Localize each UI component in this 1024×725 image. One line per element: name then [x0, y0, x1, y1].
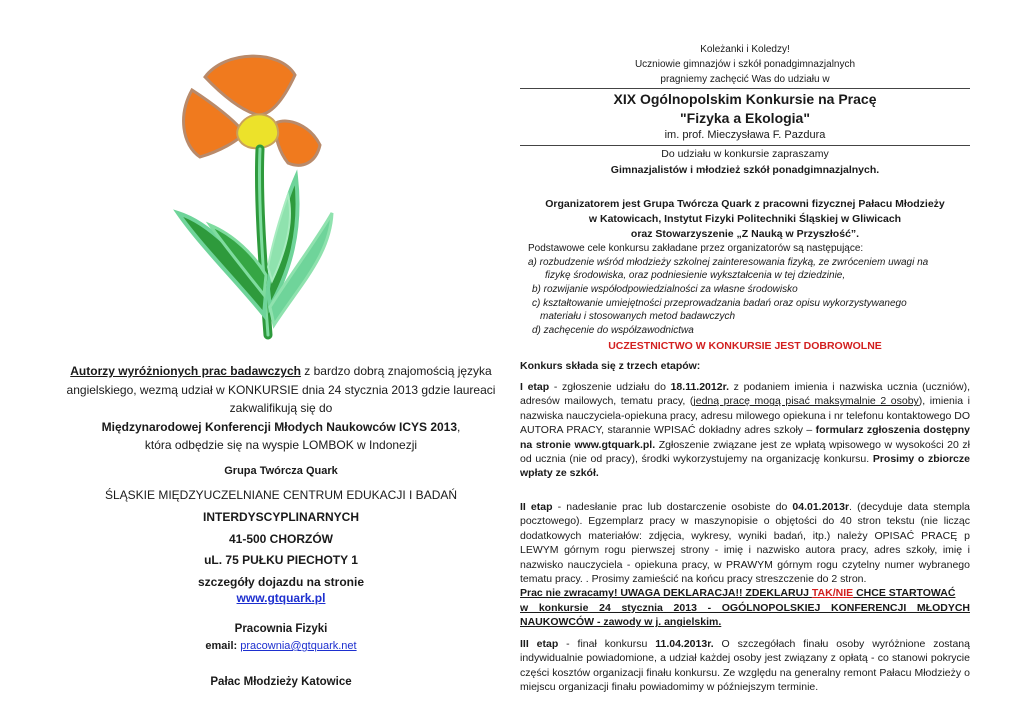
goal-b: b) rozwijanie współodpowiedzialności za własne środowisko	[532, 284, 798, 295]
header-rule-top	[520, 88, 970, 89]
stage-2-label: II etap	[520, 501, 553, 513]
goal-d: d) zachęcenie do współzawodnictwa	[532, 325, 694, 336]
participation-banner: UCZESTNICTWO W KONKURSIE JEST DOBROWOLNE	[608, 340, 882, 352]
organizers-line-1: Organizatorem jest Grupa Twórcza Quark z pracowni fizycznej Pałacu Młodzieży	[545, 198, 945, 210]
email-label: email:	[205, 640, 241, 652]
contest-title: XIX Ogólnopolskim Konkursie na Pracę	[613, 91, 877, 107]
stage-3-paragraph: III etap - finał konkursu 11.04.2013r. O szczegółach finału osoby wyróżnione zostaną indywidualnie powiadomione, a udział każdej osoby jest związany z opłatą - co stanowi pokrycie części kosztów organizacji finału konkursu. Ze względu na generalny remont Pałacu Młodzieży o miejscu organizacji finału powiadomimy w późniejszym terminie.	[520, 638, 970, 694]
authors-text: z bardzo dobrą znajomością języka angielskiego, wezmą udział w KONKURSIE dnia 24 stycznia 2013 gdzie laureaci zakwalifikują się do	[66, 364, 496, 415]
named-after: im. prof. Mieczysława F. Pazdura	[664, 129, 826, 141]
center-name-2: INTERDYSCYPLINARNYCH	[202, 510, 359, 524]
conference-name: Międzynarodowej Konferencji Młodych Naukowców ICYS 2013	[101, 419, 458, 434]
top-petal	[205, 56, 295, 115]
flower-logo	[170, 45, 340, 345]
stage-3-label: III etap	[520, 638, 559, 650]
stage-1-limit: jedną pracę mogą pisać maksymalnie 2 osoby	[693, 395, 919, 408]
goal-a-2: fizykę środowiska, oraz podniesienie wykształcenia w tej dziedzinie,	[545, 270, 846, 281]
invite-line-3: Gimnazjalistów i młodzież szkół ponadgimnazjalnych.	[610, 164, 880, 176]
goal-c-2: materiału i stosowanych metod badawczych	[540, 311, 736, 322]
center-name-1: ŚLĄSKIE MIĘDZYUCZELNIANE CENTRUM EDUKACJI I BADAŃ	[104, 488, 458, 502]
palace-name: Pałac Młodzieży Katowice	[210, 676, 352, 688]
website-link[interactable]: www.gtquark.pl	[236, 591, 326, 605]
greeting: Koleżanki i Koledzy!	[700, 44, 790, 55]
stages-intro: Konkurs składa się z trzech etapów:	[520, 360, 701, 372]
no-return-note: Prac nie zwracamy! UWAGA DEKLARACJA!! ZDEKLARUJ	[520, 587, 812, 600]
stage-1-paragraph: I etap - zgłoszenie udziału do 18.11.2012r. z podaniem imienia i nazwiska ucznia (uczniów), adresów mailowych, tematu pracy, (jedną pracę mogą pisać maksymalnie 2 osoby), imienia i nazwiska nauczyciela-opiekuna pracy, adresu milowego opiekuna i nr telefonu kontaktowego DO AUTORA PRACY, starannie WPISAĆ dokładny adres szkoły – formularz zgłoszenia dostępny na stronie www.gtquark.pl. Zgłoszenie związane jest ze wpłatą wpisowego w wysokości 20 zł od ucznia (nie od pracy), środki wykorzystujemy na organizację konkursu. Prosimy o zbiorcze wpłaty ze szkół.	[520, 381, 971, 480]
email-row	[50, 640, 512, 652]
group-name: Grupa Twórcza Quark	[224, 465, 338, 477]
email-link[interactable]: pracownia@gtquark.net	[240, 640, 357, 652]
stage-1-date: 18.11.2012r.	[670, 381, 729, 393]
conference-note: w konkursie 24 stycznia 2013 - OGÓLNOPOLSKIEJ KONFERENCJI MŁODYCH NAUKOWCÓW - zawody w j. angielskim.	[520, 601, 970, 629]
stage-1-proof: Prosimy o zbiorcze wpłaty ze szkół.	[520, 453, 970, 480]
stage-2-paragraph: II etap - nadesłanie prac lub dostarczenie osobiste do 04.01.2013r. (decyduje data stempla pocztowego). Egzemplarz pracy w maszynopisie o objętości do 40 stron tekstu (nie licząc dodatkowych materiałów: zdjęcia, wykresy, wyniki badań, itp.) należy OPISAĆ PRACĘ p LEWYM górnym rogu pierwszej strony - imię i nazwisko autora pracy, adres szkoły, imię i nazwisko nauczyciela - opiekuna pracy, w PRAWYM górnym rogu czytelny numer wybranego tematu pracy. . Prosimy zamieścić na końcu pracy streszczenie do 2 stron. Prac nie zwracamy! UWAGA DEKLARACJA!! ZDEKLARUJ TAK/NIE CHCE STARTOWAĆ w konkursie 24 stycznia 2013 - OGÓLNOPOLSKIEJ KONFERENCJI MŁODYCH NAUKOWCÓW - zawody w j. angielskim.	[520, 501, 970, 629]
goal-c-1: c) kształtowanie umiejętności przeprowadzania badań oraz opisu wykorzystywanego	[532, 298, 907, 309]
goals-intro: Podstawowe cele konkursu zakładane przez organizatorów są następujące:	[528, 243, 864, 254]
details-text: szczegóły dojazdu na stronie	[197, 575, 365, 589]
invite-line: pragniemy zachęcić Was do udziału w	[660, 74, 830, 85]
starts-note: CHCE STARTOWAĆ	[853, 587, 956, 600]
conference-place: która odbędzie się na wyspie LOMBOK w Indonezji	[144, 438, 418, 452]
organizers-line-2: w Katowicach, Instytut Fizyki Politechniki Śląskiej w Gliwicach	[588, 213, 902, 225]
invite-line-2: Do udziału w konkursie zapraszamy	[661, 148, 829, 160]
website-link-row	[50, 591, 512, 605]
stage-3-date: 11.04.2013r.	[655, 638, 714, 650]
authors-label: Autorzy wyróżnionych prac badawczych	[70, 364, 301, 378]
street-address: uL. 75 PUŁKU PIECHOTY 1	[204, 553, 358, 567]
goal-a-1: a) rozbudzenie wśród młodzieży szkolnej zainteresowania fizyką, ze zwróceniem uwagi na	[528, 257, 929, 268]
postal-code: 41-500 CHORZÓW	[228, 532, 334, 546]
audience-line: Uczniowie gimnazjów i szkół ponadgimnazjalnych	[634, 59, 856, 70]
contest-subtitle: "Fizyka a Ekologia"	[680, 110, 810, 126]
tak-nie: TAK/NIE	[811, 587, 854, 600]
stage-1-label: I etap	[520, 381, 550, 393]
lab-name: Pracownia Fizyki	[234, 623, 328, 635]
right-petal	[276, 121, 320, 165]
organizers-line-3: oraz Stowarzyszenie „Z Nauką w Przyszłość”.	[630, 228, 860, 240]
stage-2-date: 04.01.2013r	[792, 501, 850, 513]
authors-paragraph: Autorzy wyróżnionych prac badawczych z bardzo dobrą znajomością języka angielskiego, wezmą udział w KONKURSIE dnia 24 stycznia 2013 gdzie laureaci zakwalifikują się do Międzynarodowej Konferencji Młodych Naukowców ICYS 2013, która odbędzie się na wyspie LOMBOK w Indonezji	[66, 364, 496, 452]
flower-center	[237, 114, 278, 148]
stage-1-form: formularz zgłoszenia dostępny na stronie www.gtquark.pl.	[520, 424, 970, 451]
header-rule-bottom	[520, 145, 970, 146]
